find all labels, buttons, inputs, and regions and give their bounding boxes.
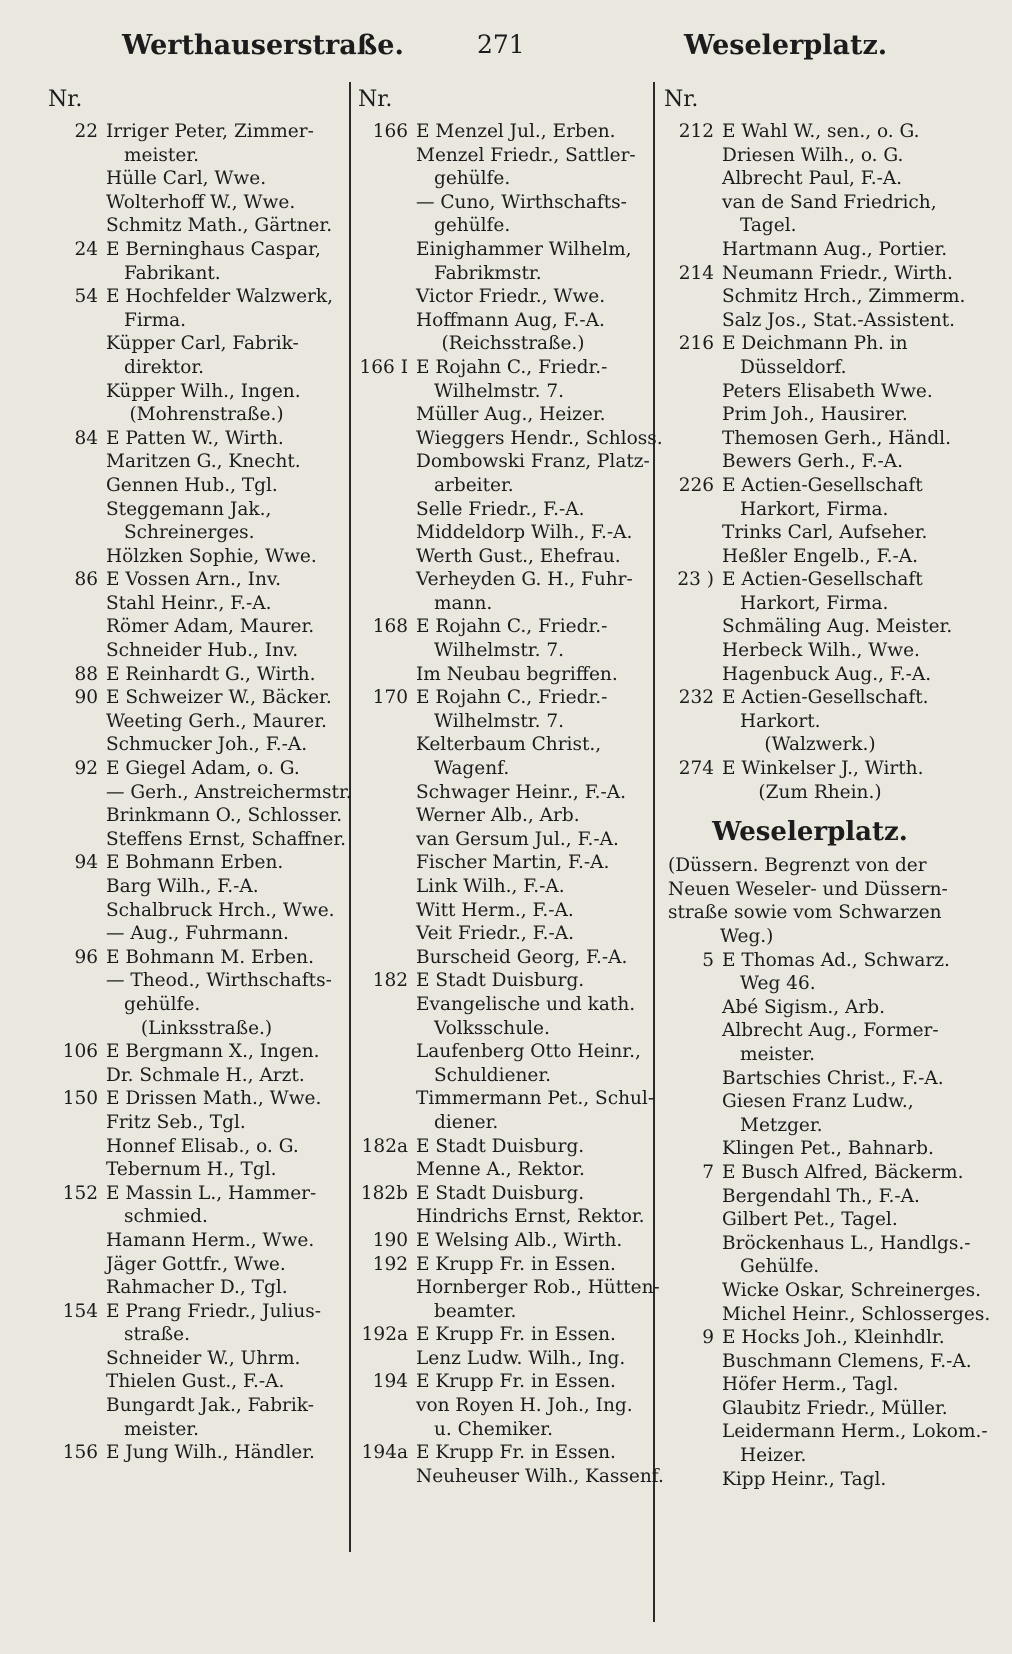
resident-entry: Hartmann Aug., Portier. (722, 238, 948, 260)
resident-entry: Schneider Hub., Inv. (106, 640, 299, 662)
resident-entry: — Cuno, Wirthschafts- (416, 191, 627, 213)
resident-entry: Evangelische und kath. (416, 993, 636, 1015)
continuation-line: Firma. (124, 309, 187, 331)
house-entry (44, 1300, 349, 1324)
resident-entry: Römer Adam, Maurer. (106, 616, 315, 638)
resident-entry: van de Sand Friedrich, (722, 191, 937, 213)
house-entry (44, 1040, 349, 1064)
house-number: 5 (702, 949, 714, 971)
continuation-line: beamter. (434, 1300, 517, 1322)
house-number: 88 (74, 663, 98, 685)
resident-entry: Im Neubau begriffen. (416, 663, 618, 685)
resident-entry: van Gersum Jul., F.-A. (416, 828, 619, 850)
resident-entry: Burscheid Georg, F.-A. (416, 946, 628, 968)
resident-entry: Wolterhoff W., Wwe. (106, 191, 296, 213)
continuation-line: direktor. (124, 356, 205, 378)
resident-entry: Middeldorp Wilh., F.-A. (416, 522, 633, 544)
house-number: 170 (372, 687, 408, 709)
house-entry (44, 757, 349, 781)
resident-entry: Abé Sigism., Arb. (722, 996, 885, 1018)
house-entry (44, 663, 349, 687)
resident-entry: Bartschies Christ., F.-A. (722, 1067, 944, 1089)
resident-entry: Lenz Ludw. Wilh., Ing. (416, 1347, 626, 1369)
resident-entry: Barg Wilh., F.-A. (106, 876, 259, 897)
cross-street-heading: (Reichsstraße.) (441, 333, 585, 355)
running-head-left: Werthauserstraße. (122, 30, 404, 61)
cross-street-heading: (Walzwerk.) (764, 734, 876, 756)
resident-entry: Hornberger Rob., Hütten- (416, 1277, 660, 1299)
resident-entry: Schalbruck Hrch., Wwe. (106, 899, 335, 921)
house-entry (44, 946, 349, 970)
continuation-line: Fabrikant. (124, 262, 221, 284)
column-2 (354, 80, 664, 1488)
resident-entry: Hülle Carl, Wwe. (106, 168, 267, 190)
house-entry (354, 615, 652, 639)
section-description: Neuen Weseler- und Düssern- (668, 878, 948, 900)
entry-text: E Welsing Alb., Wirth. (416, 1229, 623, 1251)
resident-entry: Laufenberg Otto Heinr., (416, 1041, 641, 1063)
house-number: 226 (678, 474, 714, 496)
entry-text: E Krupp Fr. in Essen. (416, 1324, 616, 1346)
resident-entry: Werner Alb., Arb. (416, 805, 580, 827)
house-entry (44, 1182, 349, 1206)
resident-entry: Einighammer Wilhelm, (416, 238, 632, 260)
entry-text: E Winkelser J., Wirth. (722, 758, 924, 780)
house-entry (660, 1326, 960, 1350)
resident-entry: Bungardt Jak., Fabrik- (106, 1395, 314, 1417)
house-entry (44, 686, 349, 710)
entry-text: E Actien-Gesellschaft. (722, 687, 929, 709)
house-number: 106 (62, 1041, 98, 1063)
column-number-label: Nr. (664, 87, 699, 112)
house-entry (354, 969, 652, 993)
house-entry (660, 568, 960, 592)
resident-entry: Leidermann Herm., Lokom.- (722, 1421, 988, 1443)
house-entry (354, 1229, 652, 1253)
resident-entry: Hindrichs Ernst, Rektor. (416, 1206, 645, 1228)
house-number: 168 (372, 616, 408, 638)
resident-entry: Albrecht Paul, F.-A. (722, 168, 903, 190)
entry-text: E Menzel Jul., Erben. (416, 121, 616, 142)
section-description: (Düssern. Begrenzt von der (668, 855, 927, 877)
house-entry (44, 238, 349, 262)
resident-entry: Gennen Hub., Tgl. (106, 474, 278, 496)
column-number-label: Nr. (358, 87, 393, 112)
resident-entry: Fritz Seb., Tgl. (106, 1111, 246, 1133)
house-number: 24 (74, 238, 98, 260)
continuation-line: gehülfe. (124, 993, 201, 1015)
house-entry (354, 356, 652, 380)
entry-text: E Bergmann X., Ingen. (106, 1041, 320, 1063)
resident-entry: Veit Friedr., F.-A. (416, 923, 575, 945)
house-number: 154 (62, 1300, 98, 1322)
entry-text: E Krupp Fr. in Essen. (416, 1442, 616, 1464)
entry-text: E Prang Friedr., Julius- (106, 1300, 322, 1322)
entry-text: E Stadt Duisburg. (416, 1182, 585, 1204)
house-entry (354, 1441, 652, 1465)
house-number: 182 (372, 970, 408, 992)
resident-entry: Salz Jos., Stat.-Assistent. (722, 309, 956, 331)
continuation-line: Wilhelmstr. 7. (434, 710, 564, 732)
resident-entry: Buschmann Clemens, F.-A. (722, 1350, 972, 1372)
entry-text: E Rojahn C., Friedr.- (416, 687, 608, 709)
continuation-line: Wilhelmstr. 7. (434, 380, 564, 402)
house-number: 54 (74, 286, 98, 308)
resident-entry: Gilbert Pet., Tagel. (722, 1209, 898, 1231)
entry-text: E Vossen Arn., Inv. (106, 569, 282, 591)
house-number: 166 I (359, 356, 408, 378)
resident-entry: Honnef Elisab., o. G. (106, 1135, 299, 1157)
cross-street-heading: (Zum Rhein.) (758, 781, 882, 803)
resident-entry: Prim Joh., Hausirer. (722, 404, 908, 426)
house-entry (44, 568, 349, 592)
resident-entry: Hölzken Sophie, Wwe. (106, 545, 317, 567)
continuation-line: Harkort, Firma. (740, 592, 889, 614)
resident-entry: Trinks Carl, Aufseher. (722, 522, 928, 544)
entry-text: E Patten W., Wirth. (106, 427, 284, 449)
entry-text: E Deichmann Ph. in (722, 333, 908, 355)
column-divider (349, 82, 351, 1552)
resident-entry: Klingen Pet., Bahnarb. (722, 1138, 934, 1160)
house-number: 192 (372, 1253, 408, 1275)
continuation-line: mann. (434, 592, 493, 614)
resident-entry: Jäger Gottfr., Wwe. (106, 1253, 286, 1275)
entry-text: E Actien-Gesellschaft (722, 474, 923, 496)
resident-entry: Schmitz Math., Gärtner. (106, 215, 333, 237)
resident-entry: Brinkmann O., Schlosser. (106, 805, 343, 827)
resident-entry: Schmitz Hrch., Zimmerm. (722, 286, 966, 308)
continuation-line: diener. (434, 1111, 499, 1133)
continuation-line: meister. (740, 1043, 815, 1065)
resident-entry: Wicke Oskar, Schreinerges. (722, 1279, 982, 1301)
continuation-line: Fabrikmstr. (434, 262, 542, 284)
house-number: 194 (372, 1371, 408, 1393)
house-entry (660, 262, 960, 286)
house-number: 9 (702, 1327, 714, 1349)
resident-entry: Menzel Friedr., Sattler- (416, 144, 636, 166)
resident-entry: Neuheuser Wilh., Kassenf. (416, 1465, 664, 1487)
house-number: 84 (74, 427, 98, 449)
house-number: 182a (361, 1135, 408, 1157)
continuation-line: Weg 46. (740, 973, 816, 995)
column-1 (44, 80, 352, 1465)
house-entry (354, 1253, 652, 1277)
house-number: 232 (678, 687, 714, 709)
resident-entry: Victor Friedr., Wwe. (416, 286, 606, 308)
resident-entry: Fischer Martin, F.-A. (416, 852, 610, 874)
house-number: 96 (74, 946, 98, 968)
house-number: 182b (360, 1182, 408, 1204)
house-entry (660, 120, 960, 144)
resident-entry: Schwager Heinr., F.-A. (416, 781, 627, 803)
house-entry (354, 120, 652, 144)
house-number: 190 (372, 1229, 408, 1251)
resident-entry: Werth Gust., Ehefrau. (416, 545, 621, 567)
house-entry (354, 1135, 652, 1159)
resident-entry: Heßler Engelb., F.-A. (722, 545, 918, 567)
continuation-line: straße. (124, 1324, 190, 1346)
house-number: 23 ) (677, 569, 714, 591)
resident-entry: Bewers Gerh., F.-A. (722, 451, 903, 473)
house-number: 216 (678, 333, 714, 355)
column-divider (653, 82, 655, 1622)
resident-entry: Selle Friedr., F.-A. (416, 498, 585, 520)
continuation-line: arbeiter. (434, 474, 514, 496)
entry-text: E Giegel Adam, o. G. (106, 758, 300, 780)
resident-entry: Tebernum H., Tgl. (106, 1159, 277, 1181)
entry-text: E Wahl W., sen., o. G. (722, 121, 920, 142)
resident-entry: Albrecht Aug., Former- (722, 1020, 939, 1042)
entry-text: E Schweizer W., Bäcker. (106, 687, 332, 709)
resident-entry: Schmucker Joh., F.-A. (106, 734, 308, 756)
continuation-line: gehülfe. (434, 215, 511, 237)
resident-entry: Hagenbuck Aug., F.-A. (722, 663, 932, 685)
entry-text: E Hochfelder Walzwerk, (106, 286, 333, 308)
resident-entry: Michel Heinr., Schlosserges. (722, 1303, 991, 1325)
house-entry (44, 120, 349, 144)
house-entry (660, 757, 960, 781)
house-number: 212 (678, 121, 714, 142)
entry-text: E Drissen Math., Wwe. (106, 1088, 322, 1110)
continuation-line: Tagel. (740, 215, 797, 237)
resident-entry: Menne A., Rektor. (416, 1159, 585, 1181)
resident-entry: Stahl Heinr., F.-A. (106, 592, 272, 614)
page-number: 271 (477, 30, 525, 59)
cross-street-heading: (Mohrenstraße.) (129, 404, 284, 426)
house-entry (44, 1441, 349, 1465)
continuation-line: Harkort, Firma. (740, 498, 889, 520)
house-entry (660, 1161, 964, 1185)
house-number: 90 (74, 687, 98, 709)
house-number: 22 (74, 121, 98, 142)
house-entry (44, 427, 349, 451)
running-head-right: Weselerplatz. (684, 30, 888, 61)
house-entry (660, 332, 960, 356)
resident-entry: Kipp Heinr., Tagl. (722, 1468, 887, 1490)
entry-text: E Massin L., Hammer- (106, 1182, 317, 1204)
house-number: 194a (361, 1442, 408, 1464)
entry-text: E Hocks Joh., Kleinhdlr. (722, 1327, 945, 1349)
entry-text: E Rojahn C., Friedr.- (416, 356, 608, 378)
resident-entry: Höfer Herm., Tagl. (722, 1374, 899, 1396)
continuation-line: Harkort. (740, 710, 821, 732)
section-description: straße sowie vom Schwarzen (668, 902, 942, 924)
resident-entry: Hamann Herm., Wwe. (106, 1229, 315, 1251)
entry-text: E Krupp Fr. in Essen. (416, 1253, 616, 1275)
house-number: 214 (678, 262, 714, 284)
resident-entry: Schneider W., Uhrm. (106, 1347, 301, 1369)
resident-entry: Driesen Wilh., o. G. (722, 144, 904, 166)
resident-entry: Kelterbaum Christ., (416, 734, 602, 756)
house-number: 274 (678, 758, 714, 780)
resident-entry: Steggemann Jak., (106, 498, 272, 520)
resident-entry: Bergendahl Th., F.-A. (722, 1185, 920, 1207)
continuation-line: u. Chemiker. (434, 1418, 554, 1440)
entry-text: E Thomas Ad., Schwarz. (722, 949, 950, 971)
continuation-line: Wilhelmstr. 7. (434, 640, 564, 662)
entry-text: Neumann Friedr., Wirth. (722, 262, 953, 284)
entry-text: E Jung Wilh., Händler. (106, 1442, 315, 1464)
section-description: Weg.) (720, 926, 774, 947)
resident-entry: Link Wilh., F.-A. (416, 876, 565, 897)
entry-text: E Actien-Gesellschaft (722, 569, 923, 591)
resident-entry: — Theod., Wirthschafts- (106, 970, 332, 992)
continuation-line: Gehülfe. (740, 1256, 820, 1278)
entry-text: E Rojahn C., Friedr.- (416, 616, 608, 638)
house-entry (660, 949, 960, 973)
continuation-line: Düsseldorf. (740, 356, 847, 378)
house-entry (660, 686, 960, 710)
resident-entry: Timmermann Pet., Schul- (416, 1088, 655, 1110)
continuation-line: schmied. (124, 1206, 208, 1228)
house-number: 86 (74, 569, 98, 591)
resident-entry: Rahmacher D., Tgl. (106, 1277, 288, 1299)
entry-text: Irriger Peter, Zimmer- (106, 121, 314, 142)
continuation-line: Heizer. (740, 1445, 807, 1467)
house-entry (660, 474, 960, 498)
resident-entry: — Gerh., Anstreichermstr. (106, 781, 352, 803)
continuation-line: meister. (124, 1418, 199, 1440)
house-number: 192a (361, 1324, 408, 1346)
column-3 (660, 80, 991, 1491)
resident-entry: Verheyden G. H., Fuhr- (416, 569, 633, 591)
resident-entry: Wieggers Hendr., Schloss. (416, 427, 663, 449)
house-number: 156 (62, 1442, 98, 1464)
resident-entry: Dr. Schmale H., Arzt. (106, 1064, 305, 1086)
resident-entry: Thielen Gust., F.-A. (106, 1371, 285, 1393)
entry-text: E Bohmann Erben. (106, 852, 284, 874)
house-number: 150 (62, 1088, 98, 1110)
house-number: 7 (702, 1161, 714, 1183)
house-number: 94 (74, 852, 98, 874)
resident-entry: Witt Herm., F.-A. (416, 899, 574, 921)
house-entry (354, 686, 652, 710)
house-number: 152 (62, 1182, 98, 1204)
entry-text: E Krupp Fr. in Essen. (416, 1371, 616, 1393)
resident-entry: von Royen H. Joh., Ing. (416, 1395, 633, 1417)
entry-text: E Stadt Duisburg. (416, 1135, 585, 1157)
house-entry (354, 1370, 652, 1394)
cross-street-heading: (Linksstraße.) (140, 1017, 273, 1039)
resident-entry: Peters Elisabeth Wwe. (722, 380, 933, 402)
resident-entry: Küpper Carl, Fabrik- (106, 333, 299, 355)
house-entry (44, 285, 349, 309)
resident-entry: Bröckenhaus L., Handlgs.- (722, 1232, 971, 1254)
continuation-line: Schuldiener. (434, 1064, 552, 1086)
resident-entry: Herbeck Wilh., Wwe. (722, 640, 920, 662)
house-entry (354, 1323, 652, 1347)
entry-text: E Reinhardt G., Wirth. (106, 663, 316, 685)
continuation-line: Schreinerges. (124, 522, 255, 544)
continuation-line: meister. (124, 144, 199, 166)
resident-entry: Maritzen G., Knecht. (106, 451, 301, 473)
resident-entry: Küpper Wilh., Ingen. (106, 380, 301, 402)
house-number: 92 (74, 758, 98, 780)
continuation-line: Metzger. (740, 1114, 823, 1136)
house-number: 166 (372, 121, 408, 142)
resident-entry: Schmäling Aug. Meister. (722, 616, 953, 638)
resident-entry: — Aug., Fuhrmann. (106, 923, 289, 945)
resident-entry: Weeting Gerh., Maurer. (106, 710, 327, 732)
continuation-line: Volksschule. (434, 1017, 550, 1039)
resident-entry: Hoffmann Aug, F.-A. (416, 309, 605, 331)
entry-text: E Busch Alfred, Bäckerm. (722, 1161, 964, 1183)
resident-entry: Steffens Ernst, Schaffner. (106, 828, 347, 850)
house-entry (354, 1182, 652, 1206)
continuation-line: gehülfe. (434, 168, 511, 190)
resident-entry: Themosen Gerh., Händl. (722, 427, 951, 449)
house-entry (44, 851, 349, 875)
entry-text: E Berninghaus Caspar, (106, 238, 321, 260)
column-number-label: Nr. (48, 87, 83, 112)
entry-text: E Stadt Duisburg. (416, 970, 585, 992)
section-heading: Weselerplatz. (712, 817, 908, 848)
resident-entry: Dombowski Franz, Platz- (416, 451, 650, 473)
continuation-line: Wagenf. (434, 758, 510, 780)
entry-text: E Bohmann M. Erben. (106, 946, 314, 968)
resident-entry: Müller Aug., Heizer. (416, 404, 606, 426)
house-entry (44, 1087, 349, 1111)
resident-entry: Glaubitz Friedr., Müller. (722, 1397, 948, 1419)
resident-entry: Giesen Franz Ludw., (722, 1091, 914, 1113)
